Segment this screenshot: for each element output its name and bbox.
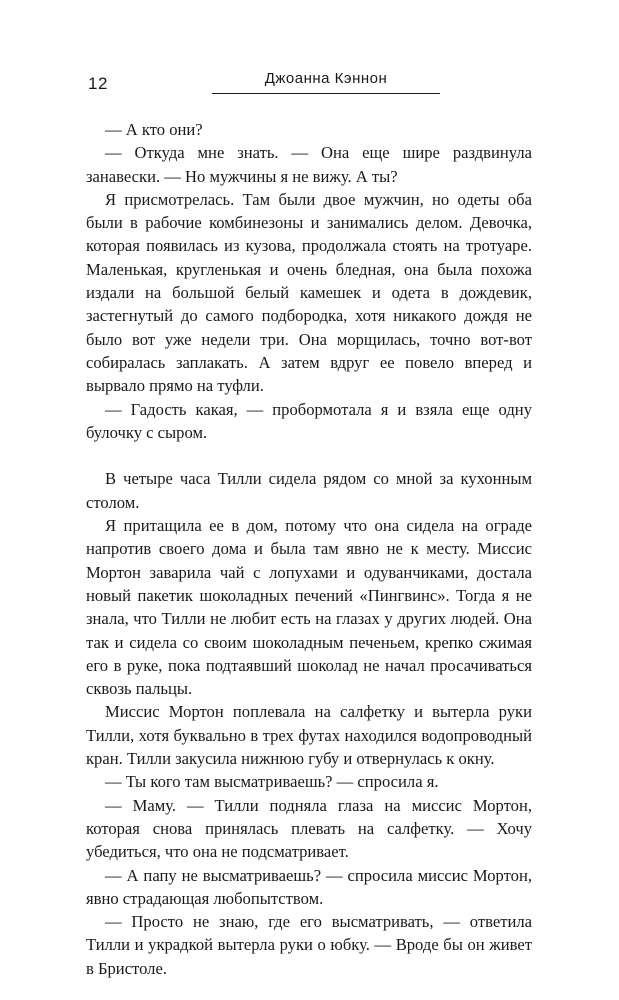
- page-header: [0, 0, 619, 100]
- paragraph: — А папу не высматриваешь? — спросила миссис Мортон, явно страдающая любопытством.: [86, 865, 532, 908]
- page-number: 12: [88, 74, 108, 93]
- paragraph: Миссис Мортон поплевала на салфетку и вытерла руки Тилли, хотя буквально в трех футах находился водопроводный кран. Тилли закусила нижнюю губу и отвернулась к окну.: [86, 702, 532, 769]
- paragraph: — Маму. — Тилли подняла глаза на миссис Мортон, которая снова принялась плевать на салфетку. — Хочу убедиться, что она не подсматривает.: [86, 795, 532, 862]
- body-text: [86, 118, 532, 980]
- paragraph: Я притащила ее в дом, потому что она сидела на ограде напротив своего дома и была там явно не к месту. Миссис Мортон заварила чай с лопухами и одуванчиками, достала новый пакетик шоколадных печений «Пингвинс». Тогда я не знала, что Тилли не любит есть на глазах у других людей. Она так и сидела со своим шоколадным печеньем, крепко сжимая его в руке, пока подтаявший шоколад не начал просачиваться сквозь пальцы.: [86, 516, 532, 699]
- paragraph: — Откуда мне знать. — Она еще шире раздвинула занавески. — Но мужчины я не вижу. А ты?: [86, 143, 532, 186]
- paragraph: — А кто они?: [105, 120, 203, 139]
- running-title: Джоанна Кэннон: [264, 70, 388, 87]
- paragraph: — Гадость какая, — пробормотала я и взяла еще одну булочку с сыром.: [86, 399, 532, 442]
- paragraph: — Ты кого там высматриваешь? — спросила я.: [105, 772, 439, 792]
- paragraph: — Просто не знаю, где его высматривать, — ответила Тилли и украдкой вытерла руки о юбку. — Вроде бы он живет в Бристоле.: [86, 912, 532, 978]
- header-rule: [212, 93, 440, 94]
- paragraph: В четыре часа Тилли сидела рядом со мной за кухонным столом.: [86, 469, 532, 512]
- paragraph: Я присмотрелась. Там были двое мужчин, но одеты оба были в рабочие комбинезоны и занимались делом. Девочка, которая появилась из кузова, продолжала стоять на тротуаре. Маленькая, кругленькая и очень бледная, она была похожа издали на большой белый камешек и одета в дождевик, застегнутый до самого подбородка, хотя никакого дождя не было вот уже недели три. Она морщилась, точно вот-вот собиралась заплакать. А затем вдруг ее повело вперед и вырвало прямо на туфли.: [86, 189, 532, 396]
